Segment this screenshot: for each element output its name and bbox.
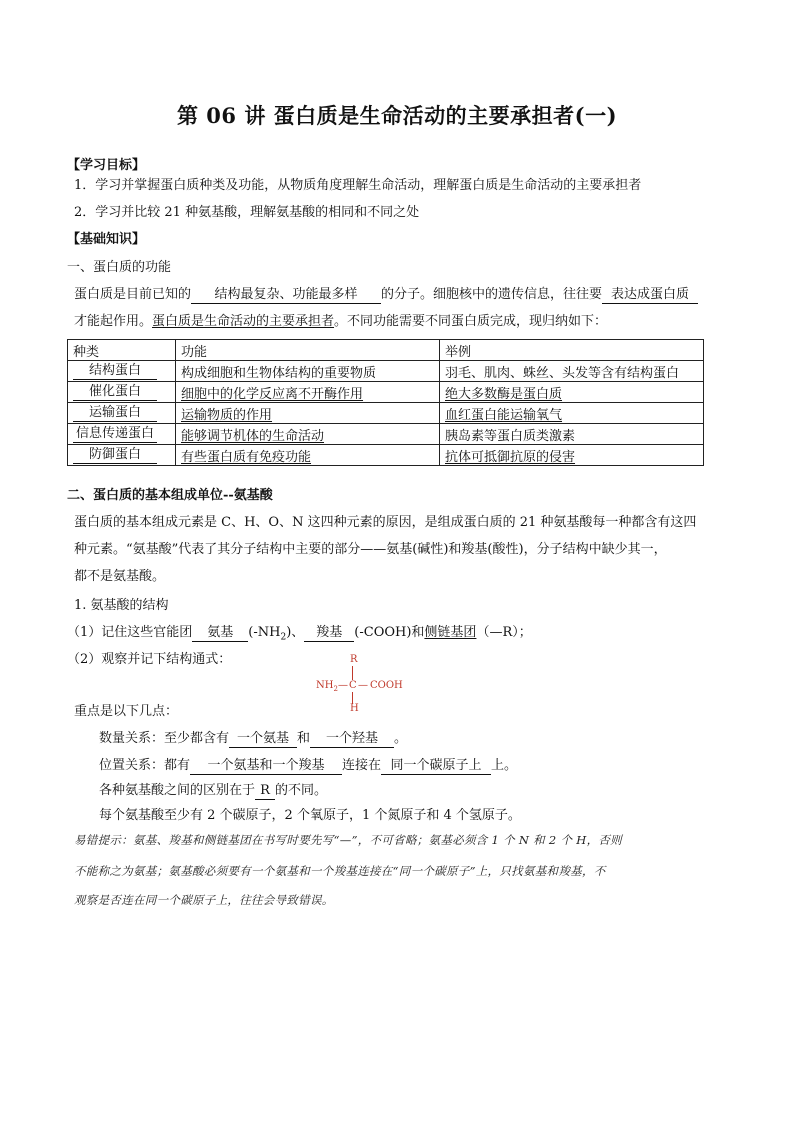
goal-item-2: 2．学习并比较 21 种氨基酸，理解氨基酸的相同和不同之处 <box>74 205 420 220</box>
amino-acid-formula <box>316 654 416 716</box>
table-cell <box>68 382 176 403</box>
blank-answer: 催化蛋白 <box>73 384 157 401</box>
table-cell: 羽毛、肌肉、蛛丝、头发等含有结构蛋白 <box>440 361 704 382</box>
underlined-text: 能够调节机体的生命活动 <box>181 428 325 444</box>
blank-answer: 一个氨基 <box>229 731 297 748</box>
blank-answer: 同一个碳原子上 <box>381 758 491 775</box>
table-cell <box>176 382 440 403</box>
blank-answer: 一个羟基 <box>310 731 394 748</box>
table-cell <box>176 445 440 466</box>
table-row <box>68 382 704 403</box>
blank-answer: 结构蛋白 <box>73 363 157 380</box>
text-span: 位置关系：都有 <box>99 758 191 773</box>
underlined-text: 蛋白质是生命活动的主要承担者 <box>152 314 335 329</box>
blank-answer: 表达成蛋白质 <box>602 287 698 304</box>
formula-cooh: COOH <box>370 680 403 691</box>
text-span: （—R）； <box>476 625 532 640</box>
position-relation <box>99 757 517 775</box>
text-span: 。 <box>394 731 408 746</box>
underlined-text: 血红蛋白能运输氧气 <box>445 407 563 423</box>
section1-paragraph-line1 <box>74 286 698 304</box>
underlined-text: 有些蛋白质有免疫功能 <box>181 449 312 465</box>
table-row <box>68 403 704 424</box>
table-cell: 胰岛素等蛋白质类激素 <box>440 424 704 445</box>
blank-answer: 氨基 <box>192 625 248 642</box>
table-row <box>68 445 704 466</box>
table-cell <box>68 403 176 424</box>
text-span: 才能起作用。 <box>74 314 153 329</box>
text-span: 的不同。 <box>275 783 328 798</box>
table-header-row <box>68 340 704 361</box>
difference-line <box>99 782 327 800</box>
section2-paragraph-line2: 种元素。“氨基酸”代表了其分子结构中主要的部分——氨基(碱性)和羧基(酸性)，分子结构中缺少其一， <box>74 542 667 557</box>
text-span: (-NH <box>248 625 281 640</box>
text-span: 数量关系：至少都含有 <box>99 731 230 746</box>
table-cell <box>68 445 176 466</box>
page-title: 第 06 讲 蛋白质是生命活动的主要承担者(一) <box>176 103 618 128</box>
table-cell <box>68 424 176 445</box>
formula-bond-top <box>352 666 353 680</box>
section2-paragraph-line3: 都不是氨基酸。 <box>74 569 166 584</box>
table-cell <box>176 403 440 424</box>
blank-answer: 羧基 <box>304 625 354 642</box>
table-cell: 构成细胞和生物体结构的重要物质 <box>176 361 440 382</box>
text-span: 和 <box>297 731 311 746</box>
blank-answer: 防御蛋白 <box>73 447 157 464</box>
text-span: （1）记住这些官能团 <box>67 625 193 640</box>
blank-answer: 结构最复杂、功能最多样 <box>191 287 381 304</box>
text-span: 上。 <box>491 758 518 773</box>
goals-heading: 【学习目标】 <box>67 158 146 173</box>
text-span: 。不同功能需要不同蛋白质完成，现归纳如下： <box>334 314 608 329</box>
subscript: 2 <box>333 685 338 693</box>
table-header-cell: 种类 <box>68 340 176 361</box>
text-span: 蛋白质是目前已知的 <box>74 287 192 302</box>
table-cell <box>440 382 704 403</box>
table-row <box>68 361 704 382</box>
underlined-text: 细胞中的化学反应离不开酶作用 <box>181 386 364 402</box>
question-2: （2）观察并记下结构通式： <box>67 652 232 667</box>
question-1 <box>67 624 532 647</box>
table-cell <box>176 424 440 445</box>
underlined-text: 绝大多数酶是蛋白质 <box>445 386 563 402</box>
subscript: 2 <box>280 632 287 643</box>
text-span: 连接在 <box>342 758 382 773</box>
subsection-heading: 1. 氨基酸的结构 <box>74 598 169 613</box>
blank-answer: 信息传递蛋白 <box>73 426 157 443</box>
table-cell <box>68 361 176 382</box>
underlined-text: 运输物质的作用 <box>181 407 273 423</box>
underlined-text: 抗体可抵御抗原的侵害 <box>445 449 576 465</box>
error-tip-line2: 不能称之为氨基；氨基酸必须要有一个氨基和一个羧基连接在“同一个碳原子”上，只找氨基和羧基，不 <box>74 864 606 878</box>
text-span: )、 <box>286 625 305 640</box>
error-tip-line3: 观察是否连在同一个碳原子上，往往会导致错误。 <box>74 893 334 907</box>
error-tip-line1: 易错提示：氨基、羧基和侧链基团在书写时要先写“—”，不可省略；氨基必须含 1 个 N 和 2 个 H，否则 <box>74 833 622 847</box>
protein-function-table <box>67 339 704 466</box>
formula-dash-right: — <box>358 680 368 691</box>
underlined-text: 侧链基团 <box>424 625 477 640</box>
formula-dash-left: — <box>338 680 348 691</box>
goal-item-1: 1．学习并掌握蛋白质种类及功能，从物质角度理解生命活动，理解蛋白质是生命活动的主要承担者 <box>74 178 642 193</box>
table-header-cell: 功能 <box>176 340 440 361</box>
key-points-label: 重点是以下几点： <box>74 704 179 719</box>
section1-heading: 一、蛋白质的功能 <box>67 260 172 275</box>
section1-paragraph-line2 <box>74 313 607 331</box>
table-cell <box>440 403 704 424</box>
atoms-line: 每个氨基酸至少有 2 个碳原子，2 个氧原子，1 个氮原子和 4 个氢原子。 <box>99 808 521 823</box>
blank-answer: 运输蛋白 <box>73 405 157 422</box>
text-span: 的分子。细胞核中的遗传信息，往往要 <box>381 287 603 302</box>
section2-paragraph-line1: 蛋白质的基本组成元素是 C、H、O、N 这四种元素的原因，是组成蛋白质的 21 种氨基酸每一种都含有这四 <box>74 515 697 530</box>
basics-heading: 【基础知识】 <box>67 232 146 247</box>
text-span: 各种氨基酸之间的区别在于 <box>99 783 256 798</box>
text-span: (-COOH)和 <box>354 625 425 640</box>
formula-r: R <box>350 654 358 665</box>
formula-h: H <box>350 703 359 714</box>
table-row <box>68 424 704 445</box>
blank-answer: R <box>255 783 275 800</box>
table-cell <box>440 445 704 466</box>
blank-answer: 一个氨基和一个羧基 <box>190 758 342 775</box>
formula-c: C <box>349 680 357 691</box>
section2-heading: 二、蛋白质的基本组成单位--氨基酸 <box>67 488 273 503</box>
table-header-cell: 举例 <box>440 340 704 361</box>
formula-nh2 <box>316 680 338 693</box>
quantity-relation <box>99 730 407 748</box>
text-span: NH <box>316 680 334 691</box>
